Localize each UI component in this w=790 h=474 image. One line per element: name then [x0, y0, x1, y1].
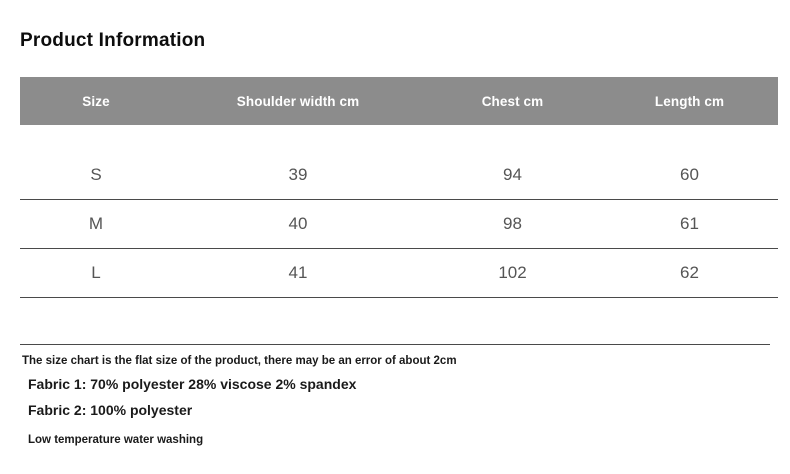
fabric-1-text: Fabric 1: 70% polyester 28% viscose 2% spandex: [28, 376, 357, 392]
cell-length: 62: [601, 249, 778, 298]
cell-length: 61: [601, 200, 778, 249]
cell-size: M: [20, 200, 172, 249]
size-chart-body: [20, 125, 778, 298]
page-title: Product Information: [20, 30, 206, 51]
cell-shoulder-width: 41: [172, 249, 424, 298]
care-instruction-text: Low temperature water washing: [28, 434, 204, 446]
cell-chest: 102: [424, 249, 601, 298]
size-disclaimer-text: The size chart is the flat size of the product, there may be an error of about 2cm: [22, 355, 457, 367]
cell-chest: 94: [424, 151, 601, 200]
spacer-cell: [601, 125, 778, 151]
size-chart-table: [20, 77, 778, 298]
cell-shoulder-width: 39: [172, 151, 424, 200]
cell-length: 60: [601, 151, 778, 200]
notes-divider: [20, 344, 770, 345]
table-row: [20, 200, 778, 249]
table-row: [20, 249, 778, 298]
fabric-2-text: Fabric 2: 100% polyester: [28, 402, 193, 418]
spacer-cell: [172, 125, 424, 151]
column-header-length: Length cm: [601, 77, 778, 125]
table-header-row: [20, 77, 778, 125]
column-header-size: Size: [20, 77, 172, 125]
spacer-cell: [20, 125, 172, 151]
size-chart-header: [20, 77, 778, 125]
cell-shoulder-width: 40: [172, 200, 424, 249]
column-header-chest: Chest cm: [424, 77, 601, 125]
notes-section: [20, 344, 770, 451]
cell-chest: 98: [424, 200, 601, 249]
cell-size: S: [20, 151, 172, 200]
cell-size: L: [20, 249, 172, 298]
table-row: [20, 151, 778, 200]
spacer-cell: [424, 125, 601, 151]
table-spacer-row: [20, 125, 778, 151]
column-header-shoulder-width: Shoulder width cm: [172, 77, 424, 125]
